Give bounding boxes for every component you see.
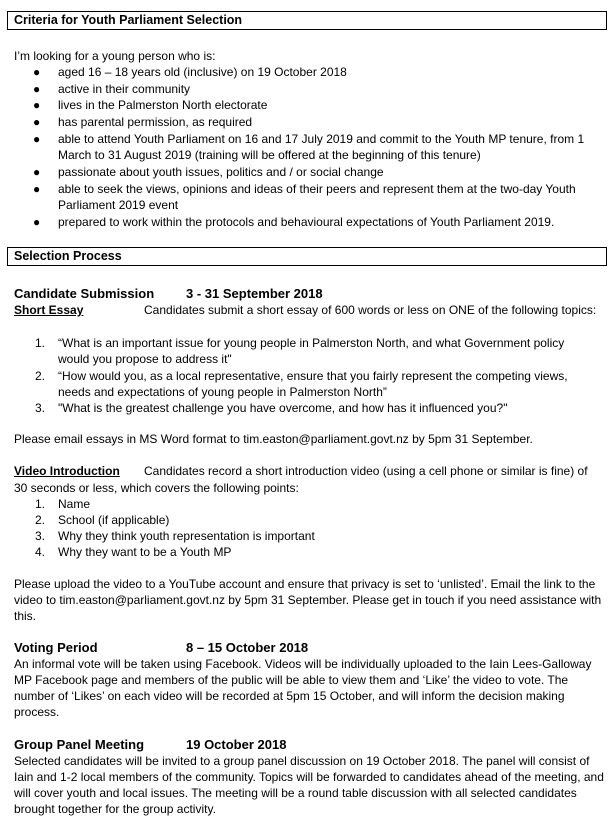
- point-text: Why they want to be a Youth MP: [58, 545, 232, 559]
- video-intro-text-b: 30 seconds or less, which covers the following points:: [14, 481, 299, 495]
- video-intro-label: Video Introduction: [14, 464, 120, 478]
- point-text: School (if applicable): [58, 513, 170, 527]
- bullet-icon: ●: [33, 82, 41, 96]
- candidate-submission-dates: 3 - 31 September 2018: [186, 286, 323, 301]
- bullet-icon: ●: [33, 98, 41, 112]
- bullet-text: able to seek the views, opinions and ideas of their peers and represent them at the two-day Youth Parliament 2019 event: [58, 182, 576, 212]
- bullet-text: has parental permission, as required: [58, 115, 253, 129]
- bullet-icon: ●: [33, 165, 41, 179]
- upload-instructions: Please upload the video to a YouTube account and ensure that privacy is set to ‘unlisted’. Email the link to the video to tim.easton@parliament.govt.nz by 5pm 31 September. Please get in touch if you need assistance with this.: [14, 577, 602, 623]
- topic-text: "What is the greatest challenge you have overcome, and how has it influenced you?": [58, 401, 508, 415]
- panel-dates: 19 October 2018: [186, 737, 287, 752]
- point-number: 1.: [35, 497, 46, 511]
- topic-text: “What is an important issue for young people in Palmerston North, and what Government policy would you propose to address it": [58, 336, 565, 366]
- voting-title: Voting Period: [14, 640, 98, 655]
- bullet-icon: ●: [33, 215, 41, 229]
- point-text: Name: [58, 497, 91, 511]
- bullet-text: active in their community: [58, 82, 191, 96]
- short-essay-label: Short Essay: [14, 303, 84, 317]
- point-number: 4.: [35, 545, 46, 559]
- point-number: 3.: [35, 529, 46, 543]
- criteria-heading: Criteria for Youth Parliament Selection: [14, 13, 243, 27]
- bullet-icon: ●: [33, 132, 41, 146]
- short-essay-text: Candidates submit a short essay of 600 words or less on ONE of the following topics:: [144, 303, 597, 317]
- candidate-submission-title: Candidate Submission: [14, 286, 155, 301]
- topic-number: 2.: [35, 369, 46, 383]
- video-intro-text-a: Candidates record a short introduction video (using a cell phone or similar is fine) of: [144, 464, 588, 478]
- bullet-text: prepared to work within the protocols and behavioural expectations of Youth Parliament 2019.: [58, 215, 555, 229]
- email-instructions: Please email essays in MS Word format to tim.easton@parliament.govt.nz by 5pm 31 September.: [14, 432, 533, 446]
- bullet-icon: ●: [33, 182, 41, 196]
- bullet-icon: ●: [33, 65, 41, 79]
- bullet-text: passionate about youth issues, politics and / or social change: [58, 165, 384, 179]
- selection-heading: Selection Process: [14, 249, 122, 263]
- topic-number: 3.: [35, 401, 46, 415]
- criteria-heading-box: [7, 11, 607, 30]
- panel-text: Selected candidates will be invited to a group panel discussion on 19 October 2018. The panel will consist of Iain and 1-2 local members of the community. Topics will be forwarded to candidates ahead of the meeting, and will cover youth and local issues. The meeting will be a round table discussion with all selected candidates brought together for the group activity.: [14, 754, 604, 816]
- voting-text: An informal vote will be taken using Facebook. Videos will be individually uploaded to the Iain Lees-Galloway MP Facebook page and members of the public will be able to view them and ‘Like’ the video to vote. The number of ‘Likes’ on each video will be recorded at 5pm 15 October, and will inform the decision making process.: [14, 657, 592, 719]
- voting-dates: 8 – 15 October 2018: [186, 640, 309, 655]
- point-text: Why they think youth representation is important: [58, 529, 315, 543]
- bullet-text: aged 16 – 18 years old (inclusive) on 19 October 2018: [58, 65, 347, 79]
- topic-text: “How would you, as a local representative, ensure that you fairly represent the competing views, needs and expectations of young people in Palmerston North”: [58, 369, 568, 399]
- bullet-text: lives in the Palmerston North electorate: [58, 98, 268, 112]
- panel-title: Group Panel Meeting: [14, 737, 145, 752]
- criteria-intro: I’m looking for a young person who is:: [14, 49, 216, 63]
- bullet-icon: ●: [33, 115, 41, 129]
- selection-heading-box: [7, 247, 607, 266]
- topic-number: 1.: [35, 336, 46, 350]
- point-number: 2.: [35, 513, 46, 527]
- bullet-text: able to attend Youth Parliament on 16 and 17 July 2019 and commit to the Youth MP tenure, from 1 March to 31 August 2019 (training will be offered at the beginning of this tenure): [58, 132, 585, 162]
